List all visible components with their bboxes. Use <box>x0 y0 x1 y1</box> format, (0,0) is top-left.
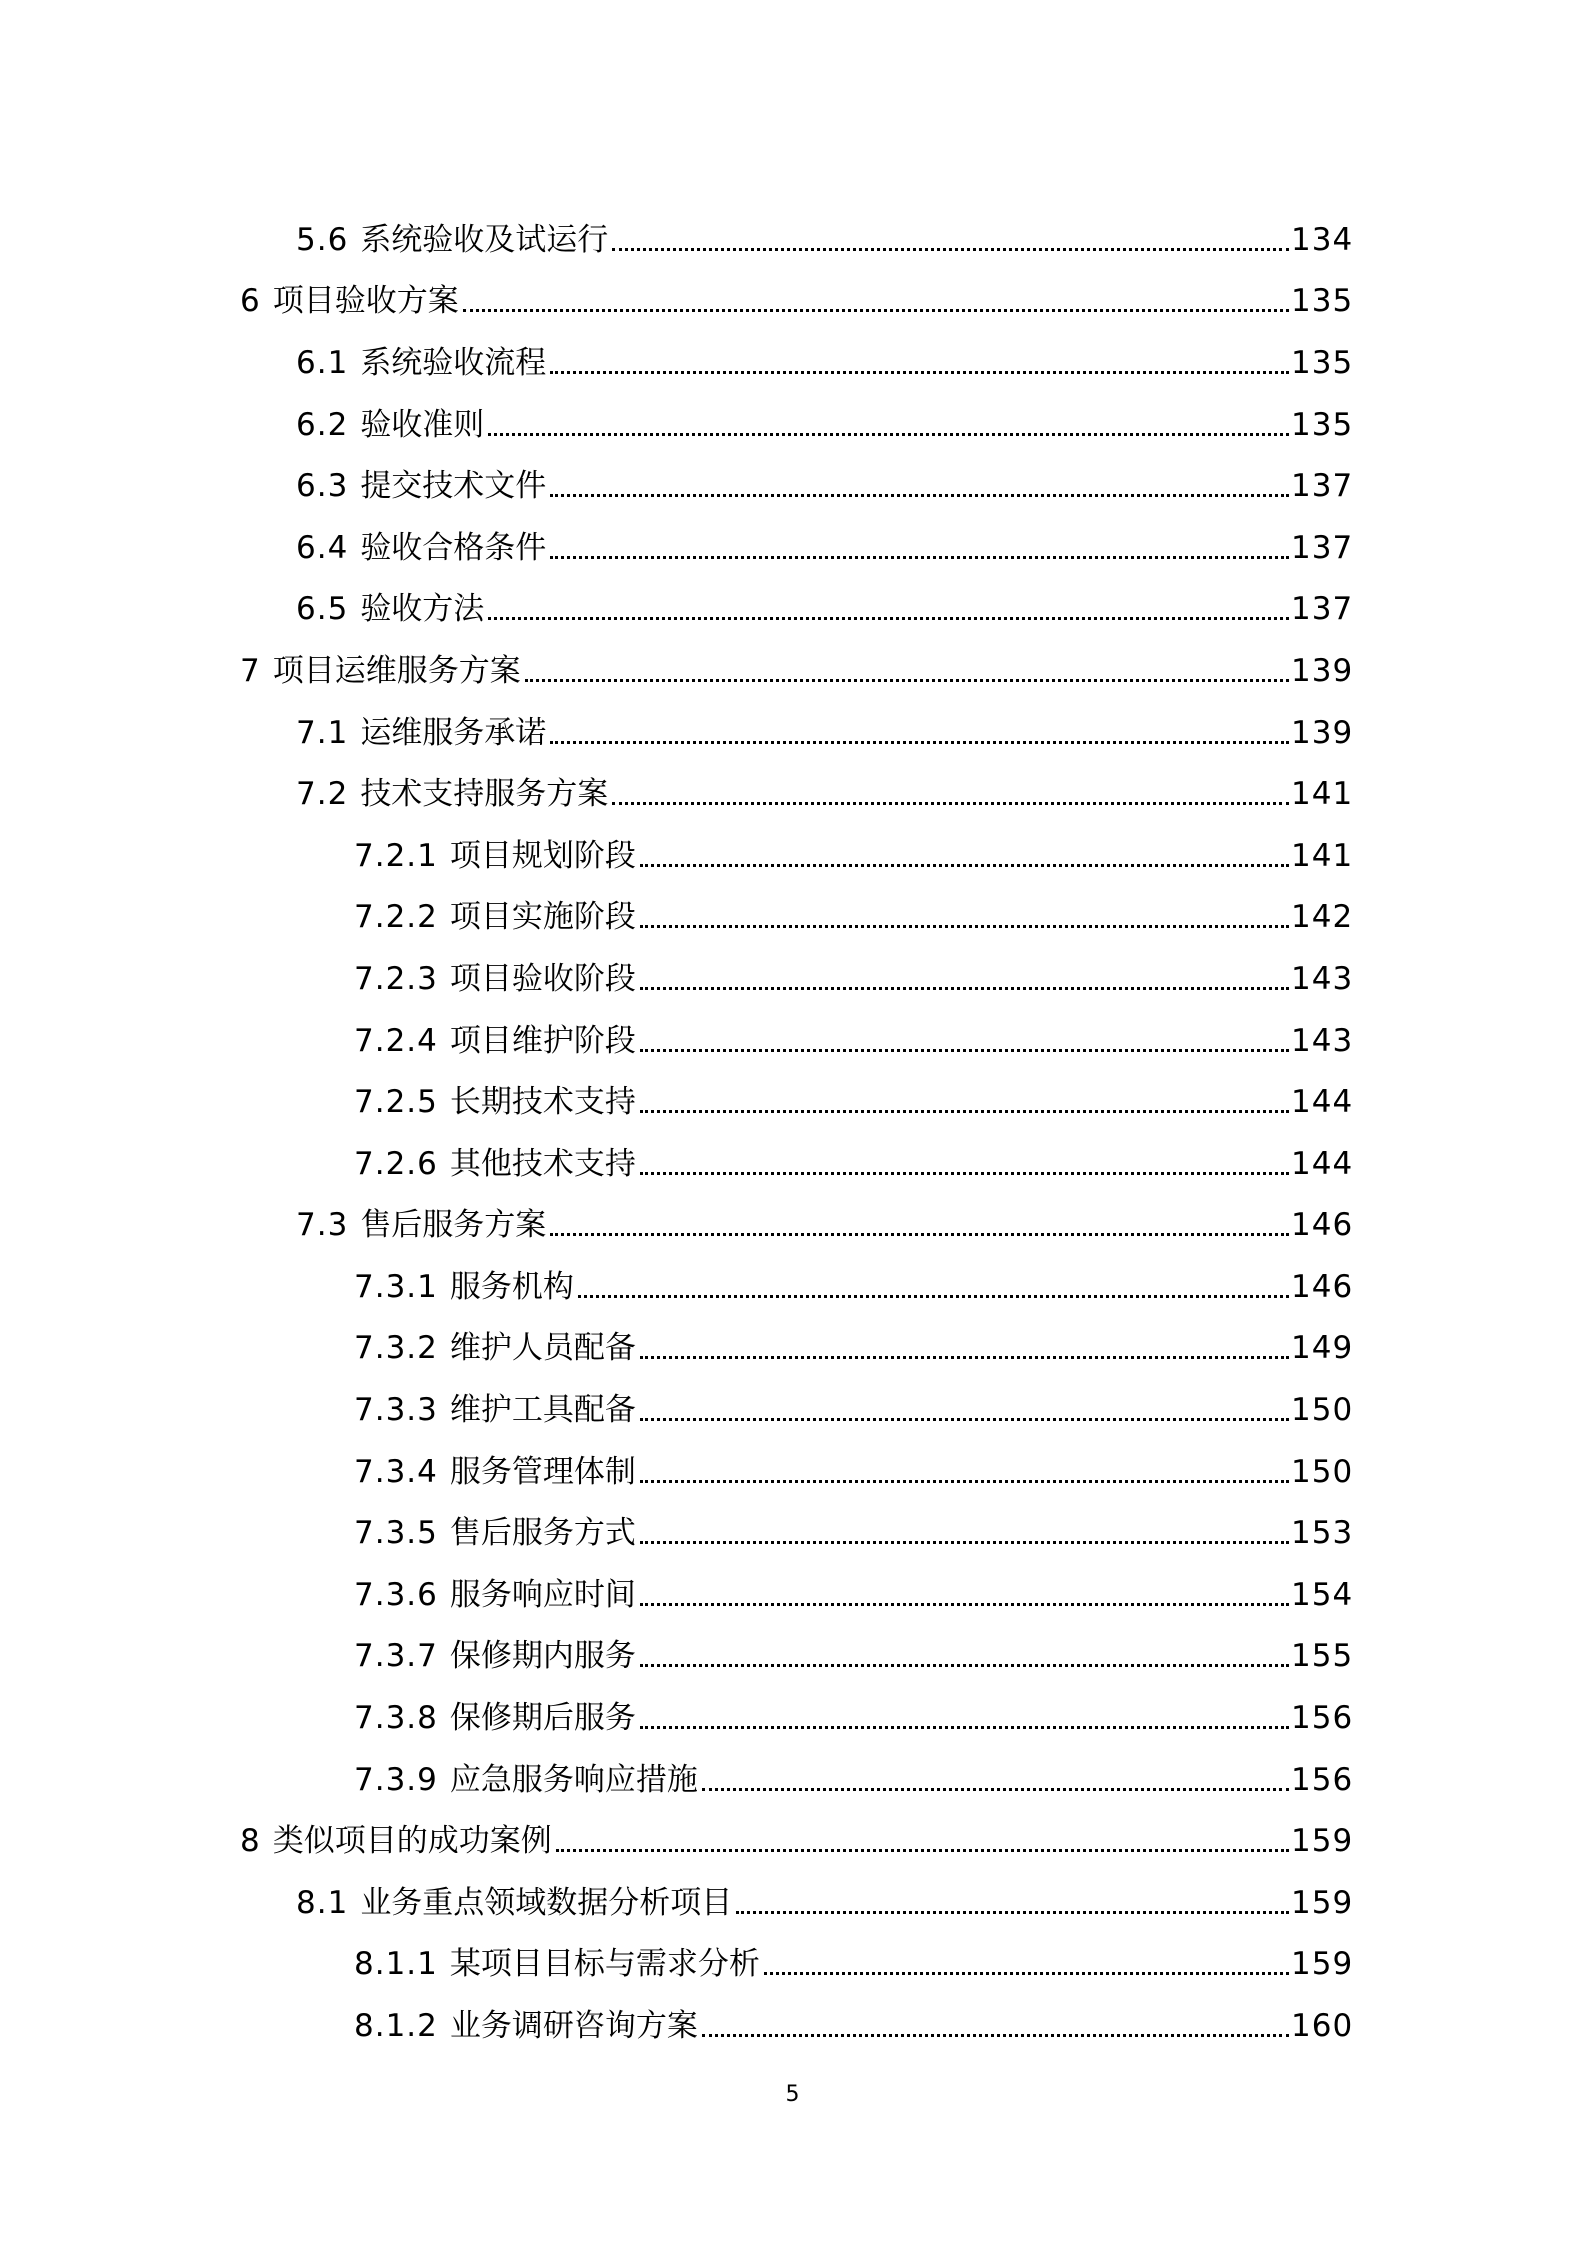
toc-dot-leader <box>640 1452 1289 1492</box>
toc-entry[interactable] <box>0 640 1585 702</box>
toc-entry-label <box>354 1698 636 1738</box>
toc-dot-leader <box>640 1144 1289 1184</box>
toc-entry-page: 160 <box>1291 2008 1354 2045</box>
toc-entry-label <box>354 1944 760 1984</box>
toc-entry[interactable] <box>0 517 1585 579</box>
toc-entry-page: 137 <box>1291 468 1354 505</box>
toc-entry-number: 8.1.1 <box>354 1946 438 1983</box>
toc-entry-label <box>296 220 608 260</box>
toc-entry[interactable] <box>0 1318 1585 1380</box>
toc-entry-title: 提交技术文件 <box>360 468 547 505</box>
toc-entry-number: 7.3.1 <box>354 1268 438 1305</box>
toc-entry-page: 137 <box>1291 529 1354 566</box>
toc-entry-title: 服务机构 <box>449 1268 574 1305</box>
toc-entry-title: 服务管理体制 <box>449 1453 636 1490</box>
toc-entry-label <box>354 897 636 937</box>
toc-entry-label <box>354 1390 636 1430</box>
toc-entry-number: 7.2.6 <box>354 1145 438 1182</box>
toc-entry-number: 6 <box>240 283 261 320</box>
toc-entry[interactable] <box>0 1502 1585 1564</box>
toc-entry[interactable] <box>0 1810 1585 1872</box>
toc-entry[interactable] <box>0 394 1585 456</box>
toc-dot-leader <box>488 405 1289 445</box>
toc-entry[interactable] <box>0 763 1585 825</box>
toc-entry-label <box>240 651 521 691</box>
toc-entry-label <box>354 836 636 876</box>
toc-entry-label <box>296 343 546 383</box>
toc-entry-title: 服务响应时间 <box>449 1576 636 1613</box>
toc-entry-number: 5.6 <box>296 221 349 258</box>
toc-entry-title: 售后服务方式 <box>449 1515 636 1552</box>
toc-entry-label <box>354 1636 636 1676</box>
toc-entry-page: 139 <box>1291 652 1354 689</box>
toc-entry[interactable] <box>0 948 1585 1010</box>
toc-entry[interactable] <box>0 332 1585 394</box>
toc-entry-title: 运维服务承诺 <box>360 714 547 751</box>
toc-entry-label <box>296 405 484 445</box>
toc-dot-leader <box>612 220 1289 260</box>
toc-entry[interactable] <box>0 271 1585 333</box>
toc-dot-leader <box>640 1328 1289 1368</box>
toc-entry-label <box>296 713 546 753</box>
toc-entry-number: 8.1 <box>296 1884 349 1921</box>
toc-dot-leader <box>640 897 1289 937</box>
toc-entry-title: 项目规划阶段 <box>449 837 636 874</box>
toc-entry-page: 146 <box>1291 1268 1354 1305</box>
toc-entry[interactable] <box>0 1071 1585 1133</box>
toc-entry-title: 系统验收及试运行 <box>360 221 609 258</box>
toc-entry-label <box>354 1082 636 1122</box>
toc-entry-title: 某项目目标与需求分析 <box>449 1946 760 1983</box>
toc-entry[interactable] <box>0 209 1585 271</box>
toc-dot-leader <box>550 466 1289 506</box>
toc-entry-number: 7.3.3 <box>354 1392 438 1429</box>
toc-entry-label <box>354 1760 698 1800</box>
toc-entry-title: 系统验收流程 <box>360 344 547 381</box>
toc-entry-label <box>354 1021 636 1061</box>
toc-dot-leader <box>556 1821 1289 1861</box>
toc-dot-leader <box>640 1082 1289 1122</box>
toc-entry-label <box>296 528 546 568</box>
toc-entry-number: 7.2.1 <box>354 837 438 874</box>
toc-entry[interactable] <box>0 1626 1585 1688</box>
toc-entry-title: 验收方法 <box>360 591 485 628</box>
toc-dot-leader <box>702 2006 1289 2046</box>
toc-entry-number: 7.1 <box>296 714 349 751</box>
toc-dot-leader <box>640 959 1289 999</box>
toc-entry-page: 150 <box>1291 1453 1354 1490</box>
toc-entry-title: 项目验收方案 <box>272 283 459 320</box>
toc-entry-page: 141 <box>1291 837 1354 874</box>
toc-entry[interactable] <box>0 1749 1585 1811</box>
toc-dot-leader <box>612 774 1289 814</box>
toc-entry-title: 验收合格条件 <box>360 529 547 566</box>
toc-dot-leader <box>640 1021 1289 1061</box>
toc-entry-label <box>296 774 608 814</box>
toc-entry[interactable] <box>0 455 1585 517</box>
toc-entry-title: 长期技术支持 <box>449 1084 636 1121</box>
toc-entry-page: 135 <box>1291 283 1354 320</box>
toc-entry-title: 应急服务响应措施 <box>449 1761 698 1798</box>
toc-dot-leader <box>488 589 1289 629</box>
toc-entry-page: 144 <box>1291 1145 1354 1182</box>
toc-entry-page: 153 <box>1291 1515 1354 1552</box>
toc-entry-page: 141 <box>1291 776 1354 813</box>
toc-entry-label <box>240 1821 552 1861</box>
toc-entry[interactable] <box>0 1872 1585 1934</box>
toc-entry-title: 业务调研咨询方案 <box>449 2008 698 2045</box>
toc-entry-number: 7.3.9 <box>354 1761 438 1798</box>
toc-entry-label <box>296 1205 546 1245</box>
toc-entry[interactable] <box>0 1256 1585 1318</box>
toc-entry-number: 7.3.6 <box>354 1576 438 1613</box>
toc-entry-label <box>296 1883 732 1923</box>
toc-entry-page: 135 <box>1291 344 1354 381</box>
toc-dot-leader <box>578 1267 1289 1307</box>
page-number: 5 <box>785 2082 800 2107</box>
toc-dot-leader <box>550 343 1289 383</box>
toc-entry-title: 项目实施阶段 <box>449 899 636 936</box>
toc-entry-label <box>354 1513 636 1553</box>
toc-entry-page: 159 <box>1291 1884 1354 1921</box>
toc-entry-title: 项目验收阶段 <box>449 960 636 997</box>
toc-entry[interactable] <box>0 1010 1585 1072</box>
toc-entry-number: 7.2 <box>296 776 349 813</box>
toc-entry[interactable] <box>0 1379 1585 1441</box>
toc-entry-label <box>354 1267 574 1307</box>
toc-dot-leader <box>525 651 1289 691</box>
toc-entry[interactable] <box>0 1441 1585 1503</box>
toc-entry-page: 150 <box>1291 1392 1354 1429</box>
toc-dot-leader <box>463 281 1289 321</box>
toc-entry-page: 142 <box>1291 899 1354 936</box>
toc-entry-title: 其他技术支持 <box>449 1145 636 1182</box>
toc-entry-number: 7.3.8 <box>354 1700 438 1737</box>
toc-entry-page: 143 <box>1291 1022 1354 1059</box>
toc-entry-number: 7 <box>240 652 261 689</box>
toc-entry-page: 154 <box>1291 1576 1354 1613</box>
toc-entry-number: 8.1.2 <box>354 2008 438 2045</box>
toc-entry-title: 维护人员配备 <box>449 1330 636 1367</box>
toc-dot-leader <box>640 1636 1289 1676</box>
toc-entry[interactable] <box>0 1195 1585 1257</box>
toc-entry-number: 6.1 <box>296 344 349 381</box>
toc-entry[interactable] <box>0 1687 1585 1749</box>
toc-entry-number: 7.2.2 <box>354 899 438 936</box>
toc-entry-page: 139 <box>1291 714 1354 751</box>
toc-entry-number: 7.2.5 <box>354 1084 438 1121</box>
toc-dot-leader <box>640 1390 1289 1430</box>
toc-entry-title: 售后服务方案 <box>360 1207 547 1244</box>
toc-dot-leader <box>550 528 1289 568</box>
toc-dot-leader <box>550 713 1289 753</box>
toc-dot-leader <box>736 1883 1289 1923</box>
toc-dot-leader <box>640 836 1289 876</box>
toc-entry-page: 135 <box>1291 406 1354 443</box>
toc-entry[interactable] <box>0 1934 1585 1996</box>
toc-entry-page: 137 <box>1291 591 1354 628</box>
toc-entry-title: 业务重点领域数据分析项目 <box>360 1884 733 1921</box>
toc-entry-title: 技术支持服务方案 <box>360 776 609 813</box>
toc-entry-number: 6.5 <box>296 591 349 628</box>
toc-entry-number: 7.3.4 <box>354 1453 438 1490</box>
toc-entry-page: 159 <box>1291 1823 1354 1860</box>
toc-entry[interactable] <box>0 887 1585 949</box>
toc-entry-page: 156 <box>1291 1761 1354 1798</box>
toc-entry-number: 7.3.7 <box>354 1638 438 1675</box>
toc-dot-leader <box>640 1575 1289 1615</box>
toc-entry-page: 159 <box>1291 1946 1354 1983</box>
toc-entry[interactable] <box>0 702 1585 764</box>
toc-dot-leader <box>550 1205 1289 1245</box>
toc-entry-label <box>354 1575 636 1615</box>
toc-dot-leader <box>640 1513 1289 1553</box>
toc-entry[interactable] <box>0 825 1585 887</box>
toc-entry-number: 7.3.5 <box>354 1515 438 1552</box>
toc-entry[interactable] <box>0 579 1585 641</box>
toc-entry-title: 项目运维服务方案 <box>272 652 521 689</box>
toc-entry-page: 146 <box>1291 1207 1354 1244</box>
toc-entry-label <box>240 281 459 321</box>
toc-entry-number: 6.4 <box>296 529 349 566</box>
table-of-contents <box>0 209 1585 2057</box>
toc-entry-title: 类似项目的成功案例 <box>272 1823 552 1860</box>
toc-entry-number: 6.3 <box>296 468 349 505</box>
toc-entry-label <box>354 2006 698 2046</box>
toc-entry[interactable] <box>0 1133 1585 1195</box>
toc-entry-label <box>296 589 484 629</box>
toc-entry-number: 7.2.4 <box>354 1022 438 1059</box>
toc-entry-title: 保修期后服务 <box>449 1700 636 1737</box>
toc-entry-number: 8 <box>240 1823 261 1860</box>
toc-entry-label <box>354 959 636 999</box>
toc-entry-page: 149 <box>1291 1330 1354 1367</box>
toc-entry-number: 7.2.3 <box>354 960 438 997</box>
toc-entry-number: 7.3 <box>296 1207 349 1244</box>
toc-entry-label <box>296 466 546 506</box>
toc-entry[interactable] <box>0 1564 1585 1626</box>
toc-entry-number: 6.2 <box>296 406 349 443</box>
toc-entry-page: 155 <box>1291 1638 1354 1675</box>
toc-dot-leader <box>640 1698 1289 1738</box>
toc-entry-label <box>354 1328 636 1368</box>
toc-entry-page: 156 <box>1291 1700 1354 1737</box>
toc-entry-label <box>354 1452 636 1492</box>
toc-dot-leader <box>702 1760 1289 1800</box>
toc-entry-title: 验收准则 <box>360 406 485 443</box>
toc-entry-page: 134 <box>1291 221 1354 258</box>
toc-entry-title: 维护工具配备 <box>449 1392 636 1429</box>
toc-dot-leader <box>764 1944 1289 1984</box>
toc-entry[interactable] <box>0 1995 1585 2057</box>
toc-entry-label <box>354 1144 636 1184</box>
toc-entry-number: 7.3.2 <box>354 1330 438 1367</box>
toc-entry-title: 项目维护阶段 <box>449 1022 636 1059</box>
toc-entry-title: 保修期内服务 <box>449 1638 636 1675</box>
toc-entry-page: 144 <box>1291 1084 1354 1121</box>
toc-entry-page: 143 <box>1291 960 1354 997</box>
